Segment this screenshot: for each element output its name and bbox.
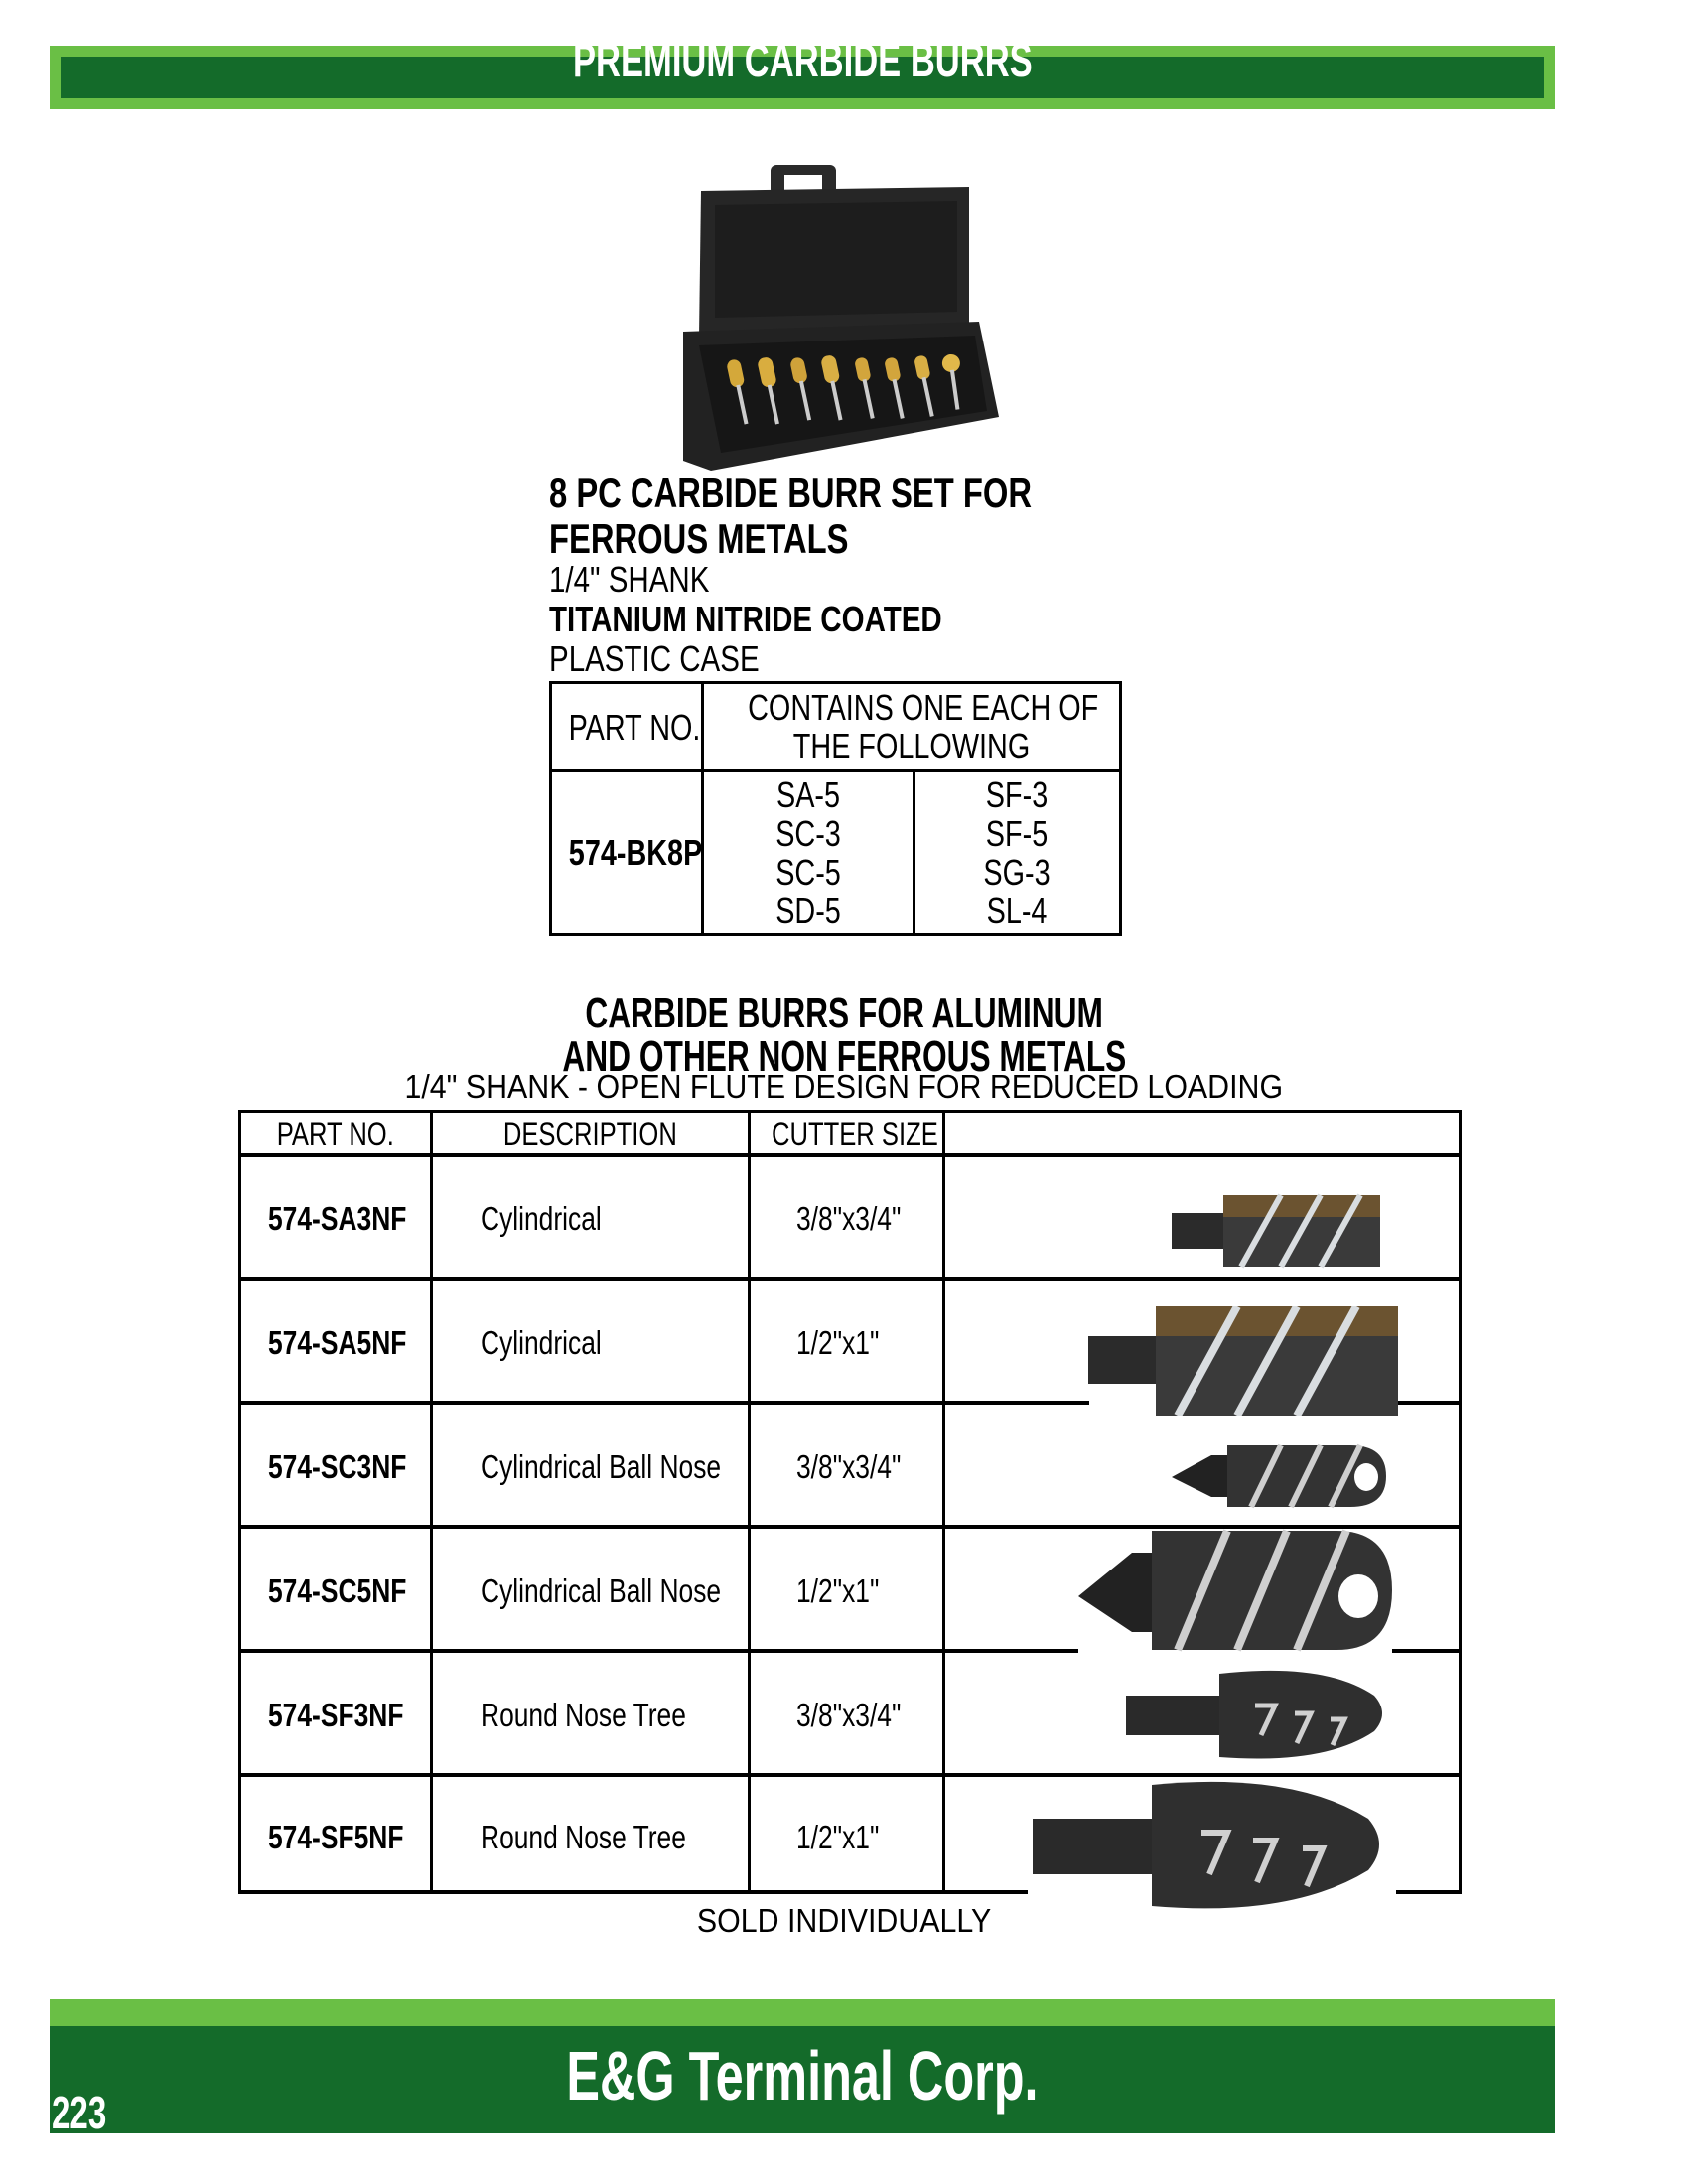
set-contents-col1: SA-5 SC-3 SC-5 SD-5: [775, 774, 841, 931]
description: Cylindrical: [481, 1200, 602, 1237]
part-no: 574-SC3NF: [268, 1448, 407, 1485]
divider: [552, 769, 1119, 772]
header-contains: CONTAINS ONE EACH OF THE FOLLOWING: [748, 687, 1099, 766]
cutter-size: 1/2"x1": [796, 1572, 880, 1609]
ball-nose-burr-large-image: [1078, 1529, 1392, 1652]
part-no: 574-SC5NF: [268, 1572, 407, 1609]
set-case: PLASTIC CASE: [549, 638, 760, 679]
nonferrous-title-line2: AND OTHER NON FERROUS METALS: [562, 1032, 1126, 1081]
tree-burr-large-image: [1033, 1779, 1390, 1910]
nonferrous-title-line1: CARBIDE BURRS FOR ALUMINUM: [585, 989, 1103, 1037]
burr-set-case-image: [671, 163, 1019, 471]
cylindrical-burr-large-image: [1088, 1306, 1398, 1416]
set-part-number: 574-BK8P: [568, 832, 703, 873]
set-title: 8 PC CARBIDE BURR SET FOR FERROUS METALS: [549, 470, 1032, 562]
description: Round Nose Tree: [481, 1697, 686, 1733]
part-no: 574-SF5NF: [268, 1819, 404, 1855]
description: Cylindrical Ball Nose: [481, 1448, 722, 1485]
cutter-size: 3/8"x3/4": [796, 1697, 902, 1733]
cutter-size: 1/2"x1": [796, 1819, 880, 1855]
page-title: PREMIUM CARBIDE BURRS: [572, 35, 1033, 87]
column-header-cutter-size: CUTTER SIZE: [771, 1116, 938, 1152]
nonferrous-table: [238, 1110, 1462, 1894]
cutter-size: 3/8"x3/4": [796, 1448, 902, 1485]
ball-nose-burr-small-image: [1172, 1437, 1386, 1515]
cylindrical-burr-small-image: [1172, 1191, 1382, 1271]
set-contents-table: [549, 681, 1122, 936]
cutter-size: 1/2"x1": [796, 1324, 880, 1361]
sold-individually-note: SOLD INDIVIDUALLY: [696, 1902, 992, 1939]
part-no: 574-SA5NF: [268, 1324, 407, 1361]
set-shank: 1/4" SHANK: [549, 559, 710, 600]
footer-stripe: [50, 1999, 1555, 2027]
header-part-no: PART NO.: [568, 707, 701, 748]
description: Cylindrical: [481, 1324, 602, 1361]
nonferrous-subtitle: 1/4" SHANK - OPEN FLUTE DESIGN FOR REDUCED LOADING: [404, 1068, 1284, 1105]
description: Cylindrical Ball Nose: [481, 1572, 722, 1609]
cutter-size: 3/8"x3/4": [796, 1200, 902, 1237]
part-no: 574-SA3NF: [268, 1200, 407, 1237]
set-contents-col2: SF-3 SF-5 SG-3 SL-4: [983, 774, 1052, 931]
part-no: 574-SF3NF: [268, 1697, 404, 1733]
footer: [50, 2026, 1555, 2138]
company-name: E&G Terminal Corp.: [566, 2037, 1039, 2115]
column-header-description: DESCRIPTION: [503, 1116, 677, 1152]
description: Round Nose Tree: [481, 1819, 686, 1855]
column-header-part-no: PART NO.: [276, 1116, 395, 1152]
tree-burr-small-image: [1126, 1666, 1386, 1763]
page-number: 223: [52, 2087, 107, 2138]
set-coating: TITANIUM NITRIDE COATED: [549, 599, 942, 639]
page-header: [50, 35, 1555, 109]
